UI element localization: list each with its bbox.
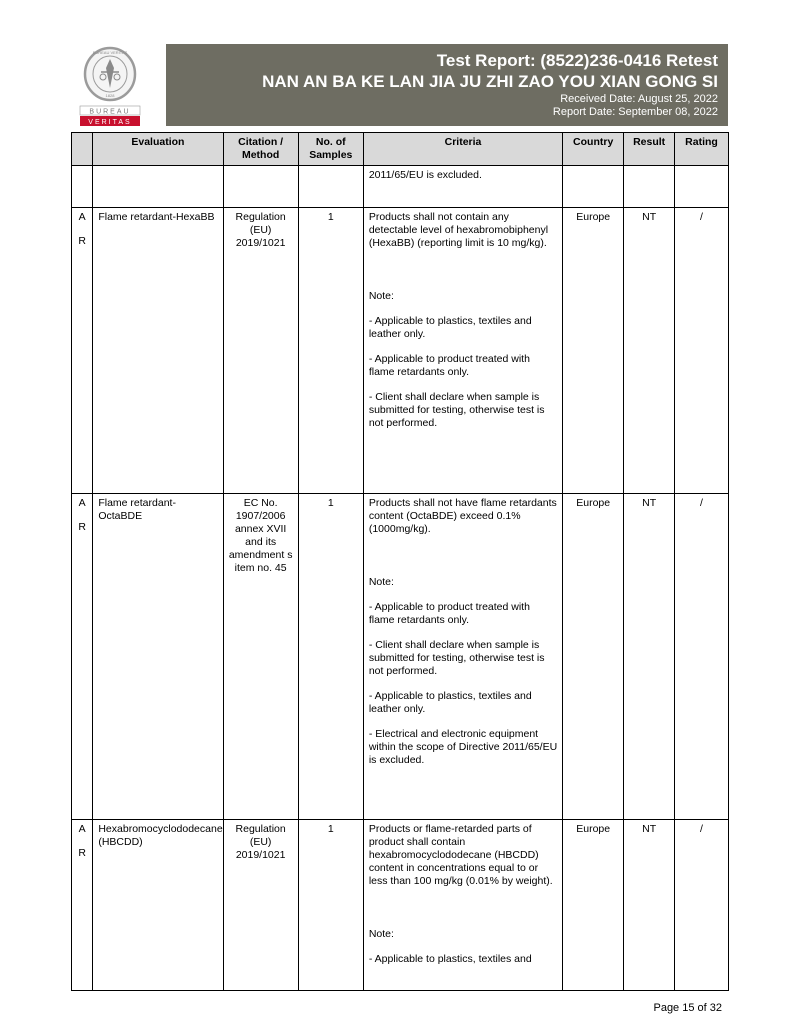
- page-number: Page 15 of 32: [653, 1002, 722, 1014]
- row-samples: 1: [298, 208, 363, 494]
- row-citation: Regulation (EU) 2019/1021: [223, 208, 298, 494]
- continuation-row: [72, 166, 729, 208]
- logo-year: 1828: [105, 93, 115, 98]
- row-citation: EC No. 1907/2006 annex XVII and its amendment s item no. 45: [223, 494, 298, 820]
- company-name: NAN AN BA KE LAN JIA JU ZHI ZAO YOU XIAN GONG SI: [262, 72, 718, 91]
- table-row: [72, 208, 729, 494]
- row-result: NT: [624, 494, 675, 820]
- row-flags: A R: [72, 820, 93, 991]
- header-evaluation: Evaluation: [93, 133, 223, 166]
- row-criteria: Products shall not have flame retardants content (OctaBDE) exceed 0.1% (1000mg/kg). Note: - Applicable to product treated with flame retardants only. - Client shall declare when sample is submitted for testing, otherwise test is not performed. - Applicable to plastics, textiles and leather only. - Electrical and electronic equipment within the scope of Directive 2011/65/EU is excluded.: [363, 494, 562, 820]
- row-country: Europe: [563, 494, 624, 820]
- table-row: [72, 494, 729, 820]
- row-country: Europe: [563, 208, 624, 494]
- row-criteria: Products or flame-retarded parts of product shall contain hexabromocyclododecane (HBCDD) content in concentrations equal to or less than 100 mg/kg (0.01% by weight). Note: - Applicable to plastics, textiles and: [363, 820, 562, 991]
- row-citation: Regulation (EU) 2019/1021: [223, 820, 298, 991]
- row-flags: A R: [72, 208, 93, 494]
- report-title: Test Report: (8522)236-0416 Retest: [436, 51, 718, 70]
- continuation-text: 2011/65/EU is excluded.: [363, 166, 562, 208]
- report-header-banner: [166, 44, 728, 126]
- received-date: Received Date: August 25, 2022: [560, 93, 718, 105]
- row-samples: 1: [298, 494, 363, 820]
- row-rating: /: [675, 494, 729, 820]
- header-result: Result: [624, 133, 675, 166]
- table-row: [72, 820, 729, 991]
- header-flag: [72, 133, 93, 166]
- row-result: NT: [624, 208, 675, 494]
- report-date: Report Date: September 08, 2022: [552, 106, 718, 118]
- logo-name-top: BUREAU: [89, 108, 131, 116]
- header-samples: No. of Samples: [298, 133, 363, 166]
- bureau-veritas-logo: [76, 46, 144, 128]
- row-evaluation: Flame retardant-OctaBDE: [93, 494, 223, 820]
- header-criteria: Criteria: [363, 133, 562, 166]
- row-country: Europe: [563, 820, 624, 991]
- evaluation-table: [71, 132, 729, 991]
- header-rating: Rating: [675, 133, 729, 166]
- row-evaluation: Hexabromocyclododecane (HBCDD): [93, 820, 223, 991]
- row-flags: A R: [72, 494, 93, 820]
- row-rating: /: [675, 208, 729, 494]
- table-header-row: [72, 133, 729, 166]
- row-criteria: Products shall not contain any detectable level of hexabromobiphenyl (HexaBB) (reporting limit is 10 mg/kg). Note: - Applicable to plastics, textiles and leather only. - Applicable to product treated with flame retardants only. - Client shall declare when sample is submitted for testing, otherwise test is not performed.: [363, 208, 562, 494]
- row-evaluation: Flame retardant-HexaBB: [93, 208, 223, 494]
- row-samples: 1: [298, 820, 363, 991]
- row-result: NT: [624, 820, 675, 991]
- header-country: Country: [563, 133, 624, 166]
- header-citation: Citation / Method: [223, 133, 298, 166]
- logo-ring-text: BUREAU VERITAS: [92, 50, 128, 55]
- row-rating: /: [675, 820, 729, 991]
- logo-name-bottom: VERITAS: [88, 119, 132, 126]
